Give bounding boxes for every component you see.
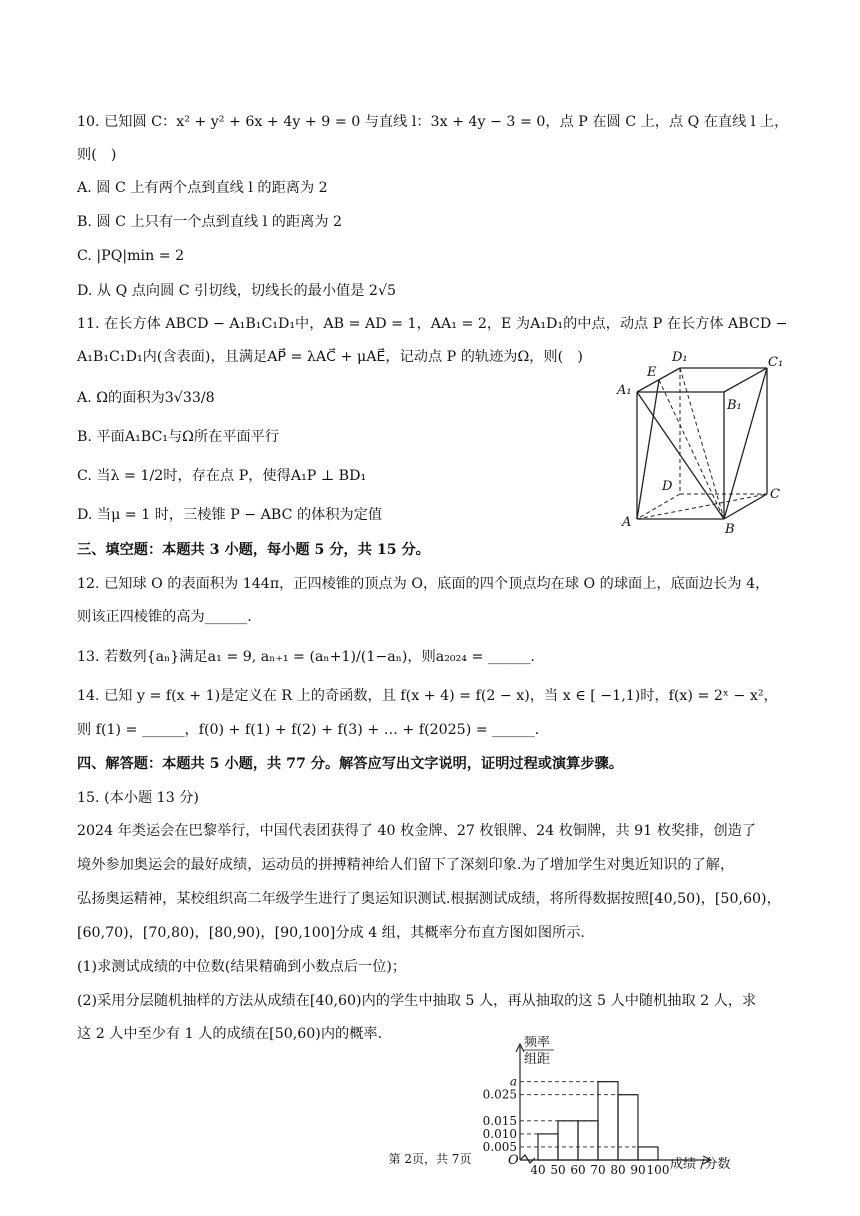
origin-label: O — [508, 1153, 519, 1168]
q12-line2: 则该正四棱锥的高为______. — [77, 609, 252, 625]
q11-option-c: C. 当λ = 1/2时，存在点 P，使得A₁P ⊥ BD₁ — [77, 468, 367, 484]
x-axis-label: 成绩 /分数 — [670, 1157, 731, 1172]
x-tick-label: 70 — [590, 1163, 606, 1176]
y-tick-label: 0.010 — [482, 1126, 517, 1141]
y-tick-label: 0.025 — [482, 1087, 517, 1102]
y-tick-label: a — [509, 1074, 517, 1089]
section-4-heading: 四、解答题：本题共 5 小题，共 77 分。解答应写出文字说明，证明过程或演算步骤。 — [77, 756, 623, 772]
x-tick-label: 40 — [530, 1163, 546, 1176]
q14-line1: 14. 已知 y = f(x + 1)是定义在 R 上的奇函数，且 f(x + 4) = f(2 − x)，当 x ∈ [ −1,1)时，f(x) = 2ˣ − x²， — [77, 688, 778, 704]
label-b: B — [725, 522, 735, 536]
q11-option-b: B. 平面A₁BC₁与Ω所在平面平行 — [77, 429, 280, 445]
x-tick-label: 80 — [610, 1163, 626, 1176]
q11-stem-line1: 11. 在长方体 ABCD − A₁B₁C₁D₁中，AB = AD = 1，AA₁ = 2，E 为A₁D₁的中点，动点 P 在长方体 ABCD − — [77, 316, 788, 332]
label-a1: A₁ — [617, 383, 632, 398]
q15-sub2-line1: (2)采用分层随机抽样的方法从成绩在[40,60)内的学生中抽取 5 人，再从抽取的这 5 人中随机抽取 2 人，求 — [77, 993, 757, 1009]
label-c1: C₁ — [768, 355, 784, 370]
q15-para3: 弘扬奥运精神，某校组织高二年级学生进行了奥运知识测试.根据测试成绩，将所得数据按照[40,50)，[50,60)， — [77, 891, 781, 907]
q15-sub2-line2: 这 2 人中至少有 1 人的成绩在[50,60)内的概率. — [77, 1026, 383, 1042]
q10-option-b: B. 圆 C 上只有一个点到直线 l 的距离为 2 — [77, 214, 343, 230]
q11-option-a: A. Ω的面积为3√33/8 — [77, 390, 215, 406]
label-c: C — [770, 487, 780, 502]
histogram-bar-70-80 — [598, 1082, 618, 1160]
x-tick-label: 50 — [550, 1163, 566, 1176]
q10-option-d: D. 从 Q 点向圆 C 引切线，切线长的最小值是 2√5 — [77, 283, 397, 299]
q10-option-c: C. |PQ|min = 2 — [77, 248, 185, 264]
q10-stem-line1: 10. 已知圆 C：x² + y² + 6x + 4y + 9 = 0 与直线 l：3x + 4y − 3 = 0，点 P 在圆 C 上，点 Q 在直线 l 上， — [77, 114, 789, 130]
section-3-heading: 三、填空题：本题共 3 小题，每小题 5 分，共 15 分。 — [77, 542, 430, 558]
q10-option-a: A. 圆 C 上有两个点到直线 l 的距离为 2 — [77, 180, 328, 196]
x-tick-label: 100 — [646, 1163, 670, 1176]
q12-line1: 12. 已知球 O 的表面积为 144π，正四棱锥的顶点为 O，底面的四个顶点均在球 O 的球面上，底面边长为 4， — [77, 576, 770, 592]
q15-para1: 2024 年类运会在巴黎举行，中国代表团获得了 40 枚金牌、27 枚银牌、24 枚铜牌，共 91 枚奖排，创造了 — [77, 823, 757, 839]
q15-sub1: (1)求测试成绩的中位数(结果精确到小数点后一位)； — [77, 959, 407, 975]
cuboid-figure — [612, 346, 792, 536]
label-a: A — [622, 515, 632, 530]
q15-para2: 境外参加奥运会的最好成绩，运动员的拼搏精神给人们留下了深刻印象.为了增加学生对奥近知识的了解， — [77, 857, 735, 873]
label-d1: D₁ — [672, 350, 688, 365]
x-tick-label: 60 — [570, 1163, 586, 1176]
q14-line2: 则 f(1) = ______，f(0) + f(1) + f(2) + f(3) + … + f(2025) = ______. — [77, 722, 540, 738]
y-axis-label-bottom: 组距 — [524, 1052, 551, 1067]
y-tick-label: 0.005 — [482, 1139, 517, 1154]
x-tick-label: 90 — [630, 1163, 646, 1176]
q11-option-d: D. 当μ = 1 时，三棱锥 P − ABC 的体积为定值 — [77, 507, 383, 523]
y-axis-label-top: 频率 — [524, 1036, 551, 1050]
page-footer: 第 2页，共 7页 — [388, 1152, 472, 1166]
q11-stem-line2: A₁B₁C₁D₁内(含表面)，且满足AP⃗ = λAC⃗ + μAE⃗，记动点 P 的轨迹为Ω，则( ) — [77, 349, 583, 365]
q15-head: 15. (本小题 13 分) — [77, 790, 199, 806]
q15-para4: [60,70)，[70,80)，[80,90)，[90,100]分成 4 组，其概率分布直方图如图所示. — [77, 925, 585, 941]
y-tick-label: 0.015 — [482, 1113, 517, 1128]
label-e: E — [647, 365, 657, 380]
q13-line: 13. 若数列{aₙ}满足a₁ = 9, aₙ₊₁ = (aₙ+1)/(1−aₙ)，则a₂₀₂₄ = ______. — [77, 649, 535, 665]
label-d: D — [662, 479, 673, 494]
q10-stem-line2: 则( ) — [77, 147, 117, 163]
label-b1: B₁ — [727, 398, 742, 413]
